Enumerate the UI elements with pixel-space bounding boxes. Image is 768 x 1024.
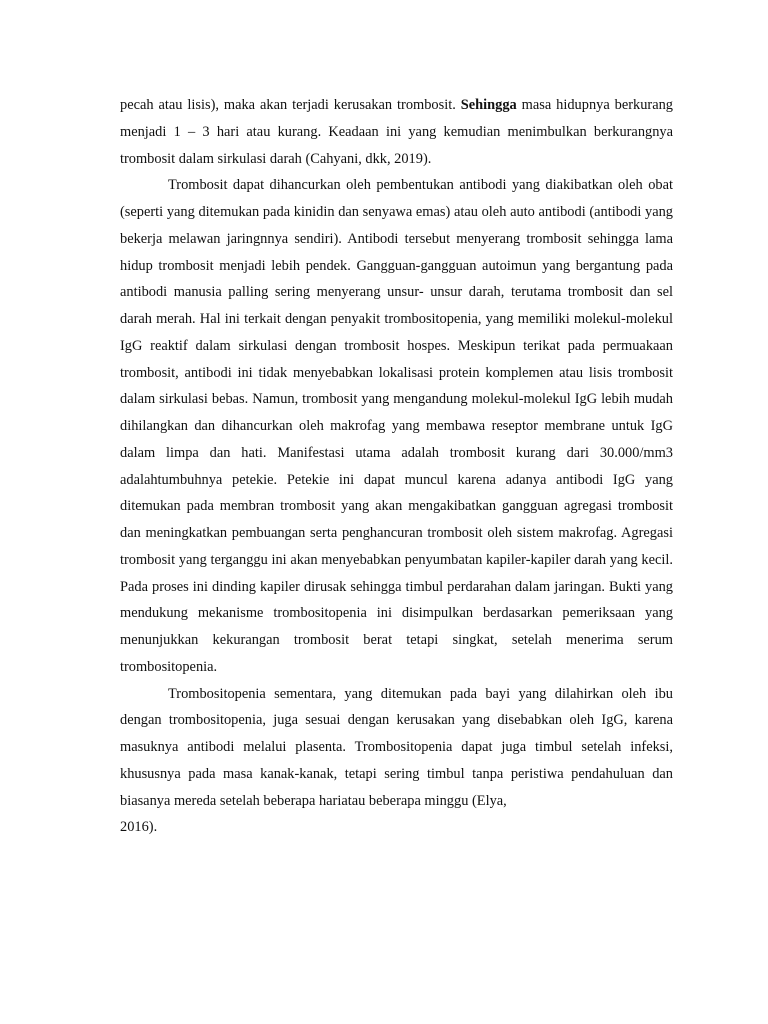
paragraph-3: Trombositopenia sementara, yang ditemukan pada bayi yang dilahirkan oleh ibu dengan trombositopenia, juga sesuai dengan kerusakan yang disebabkan oleh IgG, karena masuknya antibodi melalui plasenta. Trombositopenia dapat juga timbul setelah infeksi, khususnya pada masa kanak-kanak, tetapi sering timbul tanpa peristiwa pendahuluan dan biasanya mereda setelah beberapa hariatau beberapa minggu (Elya, [120,685,673,809]
paragraph-2: Trombosit dapat dihancurkan oleh pembentukan antibodi yang diakibatkan oleh obat (seperti yang ditemukan pada kinidin dan senyawa emas) atau oleh auto antibodi (antibodi yang bekerja melawan jaringnnya sendiri). Antibodi tersebut menyerang trombosit sehingga lama hidup trombosit menjadi lebih pendek. Gangguan-gangguan autoimun yang bergantung pada antibodi manusia palling sering menyerang unsur- unsur darah, terutama trombosit dan sel darah merah. Hal ini terkait dengan penyakit trombositopenia, yang memiliki molekul-molekul IgG reaktif dalam sirkulasi dengan trombosit hospes. Meskipun terikat pada permuakaan trombosit, antibodi ini tidak menyebabkan lokalisasi protein komplemen atau lisis trombosit dalam sirkulasi bebas. Namun, trombosit yang mengandung molekul-molekul IgG lebih mudah dihilangkan dan dihancurkan oleh makrofag yang membawa reseptor membrane untuk IgG dalam limpa dan hati. Manifestasi utama adalah trombosit kurang dari 30.000/mm3 adalahtumbuhnya petekie. Petekie ini dapat muncul karena adanya antibodi IgG yang ditemukan pada membran trombosit yang akan mengakibatkan gangguan agregasi trombosit dan meningkatkan pembuangan serta penghancuran trombosit oleh sistem makrofag. Agregasi trombosit yang terganggu ini akan menyebabkan penyumbatan kapiler-kapiler darah yang kecil. Pada proses ini dinding kapiler dirusak sehingga timbul perdarahan dalam jaringan. Bukti yang mendukung mekanisme trombositopenia ini disimpulkan berdasarkan pemeriksaan yang menunjukkan kekurangan trombosit berat tetapi singkat, setelah menerima serum trombositopenia. [120,177,673,675]
document-page [120,92,673,841]
paragraph-1 [120,92,673,172]
paragraph-1-bold-word: Sehingga [460,97,517,113]
paragraph-1-text-start: pecah atau lisis), maka akan terjadi kerusakan trombosit. [120,97,461,113]
paragraph-1-text-end: masa hidupnya berkurang menjadi 1 – 3 hari atau kurang. Keadaan ini yang kemudian menimbulkan berkurangnya trombosit dalam sirkulasi darah (Cahyani, dkk, 2019). [120,97,673,167]
paragraph-3-tail: 2016). [120,819,158,836]
